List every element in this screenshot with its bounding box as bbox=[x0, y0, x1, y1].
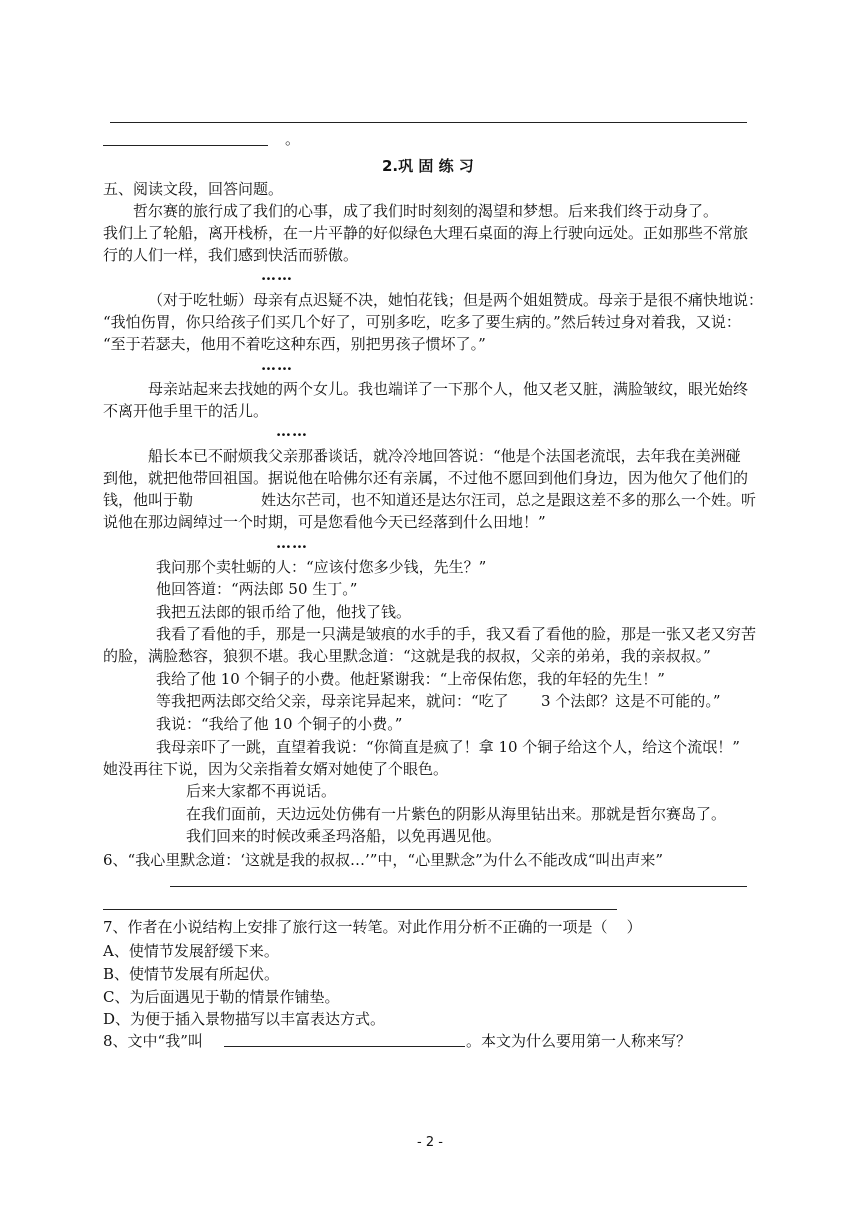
question-7-stem: 7、作者在小说结构上安排了旅行这一转笔。对此作用分析不正确的一项是（ ） bbox=[103, 918, 642, 936]
answer-line bbox=[110, 122, 747, 123]
passage-line: 等我把两法郎交给父亲，母亲诧异起来，就问：“吃了 bbox=[156, 692, 509, 710]
ellipsis: …… bbox=[276, 534, 308, 552]
passage-line: 我母亲吓了一跳，直望着我说：“你简直是疯了！拿 10 个铜子给这个人，给这个流氓！” bbox=[156, 738, 740, 756]
option-d[interactable]: D、为便于插入景物描写以丰富表达方式。 bbox=[103, 1010, 386, 1028]
passage-line: 行的人们一样，我们感到快活而骄傲。 bbox=[103, 246, 359, 264]
passage-line: 我看了看他的手，那是一只满是皱痕的水手的手，我又看了看他的脸，那是一张又老又穷苦 bbox=[156, 625, 757, 643]
ellipsis: …… bbox=[261, 356, 293, 374]
passage-line: 我给了他 10 个铜子的小费。他赶紧谢我：“上帝保佑您，我的年轻的先生！” bbox=[156, 670, 665, 688]
answer-line[interactable] bbox=[103, 909, 617, 910]
passage-line: （对于吃牡蛎）母亲有点迟疑不决，她怕花钱；但是两个姐姐赞成。母亲于是很不痛快地说： bbox=[148, 291, 764, 309]
option-b[interactable]: B、使情节发展有所起伏。 bbox=[103, 965, 280, 983]
passage-line: 在我们面前，天边远处仿佛有一片紫色的阴影从海里钻出来。那就是哲尔赛岛了。 bbox=[186, 805, 727, 823]
passage-line: “我怕伤胃，你只给孩子们买几个好了，可别多吃，吃多了要生病的。”然后转过身对着我，又说： bbox=[103, 313, 741, 331]
option-a[interactable]: A、使情节发展舒缓下来。 bbox=[103, 942, 279, 960]
question-5-heading: 五、阅读文段，回答问题。 bbox=[103, 180, 284, 198]
answer-blank[interactable] bbox=[224, 1046, 465, 1047]
passage-line: 他回答道：“两法郎 50 生丁。” bbox=[156, 580, 358, 598]
ellipsis: …… bbox=[276, 422, 308, 440]
ellipsis: …… bbox=[261, 266, 293, 284]
passage-line: 我们上了轮船，离开栈桥，在一片平静的好似绿色大理石桌面的海上行驶向远处。正如那些不常旅 bbox=[103, 224, 749, 242]
question-8-suffix: 。本文为什么要用第一人称来写？ bbox=[466, 1032, 692, 1050]
page-number: - 2 - bbox=[417, 1135, 443, 1150]
passage-line: 说他在那边阔绰过一个时期，可是您看他今天已经落到什么田地！” bbox=[103, 513, 546, 531]
option-c[interactable]: C、为后面遇见于勒的情景作铺垫。 bbox=[103, 988, 340, 1006]
trailing-period: 。 bbox=[285, 130, 301, 148]
passage-line: 她没再往下说，因为父亲指着女婿对她使了个眼色。 bbox=[103, 760, 449, 778]
passage-line: 到他，就把他带回祖国。据说他在哈佛尔还有亲属，不过他不愿回到他们身边，因为他欠了他们的 bbox=[103, 469, 749, 487]
passage-line: 船长本已不耐烦我父亲那番谈话，就冷冷地回答说：“他是个法国老流氓，去年我在美洲碰 bbox=[148, 447, 741, 465]
passage-line: 后来大家都不再说话。 bbox=[186, 782, 337, 800]
passage-line: 母亲站起来去找她的两个女儿。我也端详了一下那个人，他又老又脏，满脸皱纹，眼光始终 bbox=[148, 380, 749, 398]
question-6: 6、“我心里默念道：‘这就是我的叔叔…’”中，“心里默念”为什么不能改成“叫出声来” bbox=[103, 851, 664, 869]
passage-line: 钱，他叫于勒 bbox=[103, 491, 194, 509]
answer-line-short bbox=[103, 145, 268, 146]
passage-line: 不离开他手里干的活儿。 bbox=[103, 402, 269, 420]
passage-line: 姓达尔芒司，也不知道还是达尔汪司，总之是跟这差不多的那么一个姓。听 bbox=[261, 491, 757, 509]
question-8-prefix: 8、文中“我”叫 bbox=[103, 1032, 203, 1050]
passage-line: 3 个法郎？这是不可能的。” bbox=[541, 692, 721, 710]
passage-line: 的脸，满脸愁容，狼狈不堪。我心里默念道：“这就是我的叔叔，父亲的弟弟，我的亲叔叔。” bbox=[103, 647, 711, 665]
passage-line: 我把五法郎的银币给了他，他找了钱。 bbox=[156, 603, 412, 621]
section-title: 2.巩 固 练 习 bbox=[382, 157, 474, 175]
passage-line: 哲尔赛的旅行成了我们的心事，成了我们时时刻刻的渴望和梦想。后来我们终于动身了。 bbox=[133, 202, 719, 220]
answer-line[interactable] bbox=[170, 886, 747, 887]
passage-line: 我们回来的时候改乘圣玛洛船，以免再遇见他。 bbox=[186, 827, 502, 845]
passage-line: 我说：“我给了他 10 个铜子的小费。” bbox=[156, 715, 403, 733]
passage-line: 我问那个卖牡蛎的人：“应该付您多少钱，先生？” bbox=[156, 558, 487, 576]
passage-line: “至于若瑟夫，他用不着吃这种东西，别把男孩子惯坏了。” bbox=[103, 335, 486, 353]
